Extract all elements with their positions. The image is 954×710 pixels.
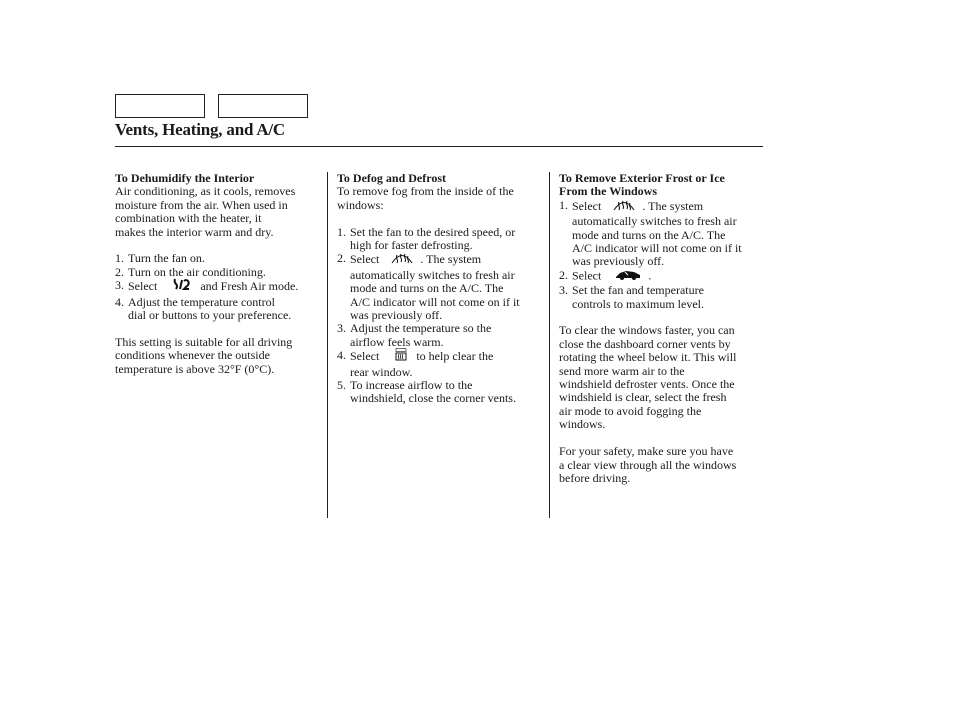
previous-page-button[interactable] [115,94,205,118]
windshield-defrost-icon [391,251,413,267]
step-item [337,379,543,406]
step-text: Select [350,349,380,364]
step-item [337,252,543,322]
step-number: 3. [337,321,346,336]
intro-line: moisture from the air. When used in [115,197,288,212]
intro-line: Air conditioning, as it cools, removes [115,184,296,199]
step-number: 4. [115,294,124,309]
step-text: automatically switches to fresh air [572,214,737,229]
step-number: 2. [559,267,568,282]
step-text: Select [128,279,158,294]
frost-removal-section [559,172,764,485]
step-text: Adjust the temperature so the [350,321,492,336]
step-number: 2. [115,264,124,279]
step-text: mode and turns on the A/C. The [572,227,726,242]
step-text: Select [572,198,602,213]
step-text: windshield, close the corner vents. [350,391,516,406]
next-page-button[interactable] [218,94,308,118]
paragraph-line: send more warm air to the [559,363,685,378]
step-item [115,279,321,295]
note-line: temperature is above 32°F (0°C). [115,361,275,376]
step-text: and Fresh Air mode. [200,279,299,294]
step-text: was previously off. [350,308,443,323]
title-divider [115,146,763,147]
section-heading: To Defog and Defrost [337,171,447,185]
step-item [337,349,543,379]
floor-and-defrost-icon [615,268,641,283]
step-item [115,266,321,279]
step-text: . The system [642,198,704,213]
intro-line: windows: [337,197,384,212]
paragraph-line: To clear the windows faster, you can [559,323,735,338]
step-item [337,322,543,349]
step-text: was previously off. [572,254,665,269]
step-item [337,226,543,253]
rear-window-defroster-icon [395,348,407,364]
step-number: 1. [559,197,568,212]
paragraph-line: windshield is clear, select the fresh [559,390,727,405]
step-number: 5. [337,378,346,393]
windshield-defrost-icon [613,198,635,214]
step-number: 4. [337,348,346,363]
defog-section [337,172,543,406]
paragraph-line: close the dashboard corner vents by [559,336,731,351]
step-text: rear window. [350,364,413,379]
step-number: 3. [559,283,568,298]
safety-note-line: For your safety, make sure you have [559,444,734,459]
step-number: 1. [115,251,124,266]
dehumidify-section [115,172,321,376]
intro-line: combination with the heater, it [115,211,262,226]
step-text: Set the fan and temperature [572,283,704,298]
step-text: controls to maximum level. [572,296,704,311]
step-text: A/C indicator will not come on if it [572,241,742,256]
step-text: Set the fan to the desired speed, or [350,224,516,239]
step-text: Adjust the temperature control [128,294,275,309]
step-item [559,269,764,284]
section-heading: To Dehumidify the Interior [115,171,255,185]
paragraph-line: windows. [559,417,606,432]
page-title: Vents, Heating, and A/C [115,120,285,139]
step-text: Turn the fan on. [128,251,205,266]
air-mode-icon [173,278,191,294]
intro-line: makes the interior warm and dry. [115,224,274,239]
step-item [559,199,764,269]
section-heading: From the Windows [559,184,658,199]
step-text: dial or buttons to your preference. [128,308,292,323]
note-line: This setting is suitable for all driving [115,334,293,349]
step-text: high for faster defrosting. [350,238,473,253]
column-divider-2 [549,172,550,518]
paragraph-line: air mode to avoid fogging the [559,403,702,418]
safety-note-line: before driving. [559,470,631,485]
step-text: automatically switches to fresh air [350,267,515,282]
step-item [115,296,321,323]
step-text: To increase airflow to the [350,378,473,393]
step-item [559,284,764,311]
step-text: airflow feels warm. [350,334,444,349]
step-text: Turn on the air conditioning. [128,264,266,279]
step-number: 1. [337,224,346,239]
safety-note-line: a clear view through all the windows [559,457,737,472]
intro-line: To remove fog from the inside of the [337,184,514,199]
step-text: mode and turns on the A/C. The [350,281,504,296]
step-text: to help clear the [416,349,494,364]
step-number: 2. [337,251,346,266]
step-text: Select [350,252,380,267]
step-number: 3. [115,278,124,293]
column-divider-1 [327,172,328,518]
step-text: A/C indicator will not come on if it [350,294,520,309]
step-text: . The system [420,252,482,267]
section-heading: To Remove Exterior Frost or Ice [559,171,725,185]
paragraph-line: rotating the wheel below it. This will [559,350,737,365]
note-line: conditions whenever the outside [115,348,270,363]
paragraph-line: windshield defroster vents. Once the [559,377,735,392]
step-item [115,252,321,265]
step-text: Select [572,268,602,283]
step-text: . [648,268,652,283]
